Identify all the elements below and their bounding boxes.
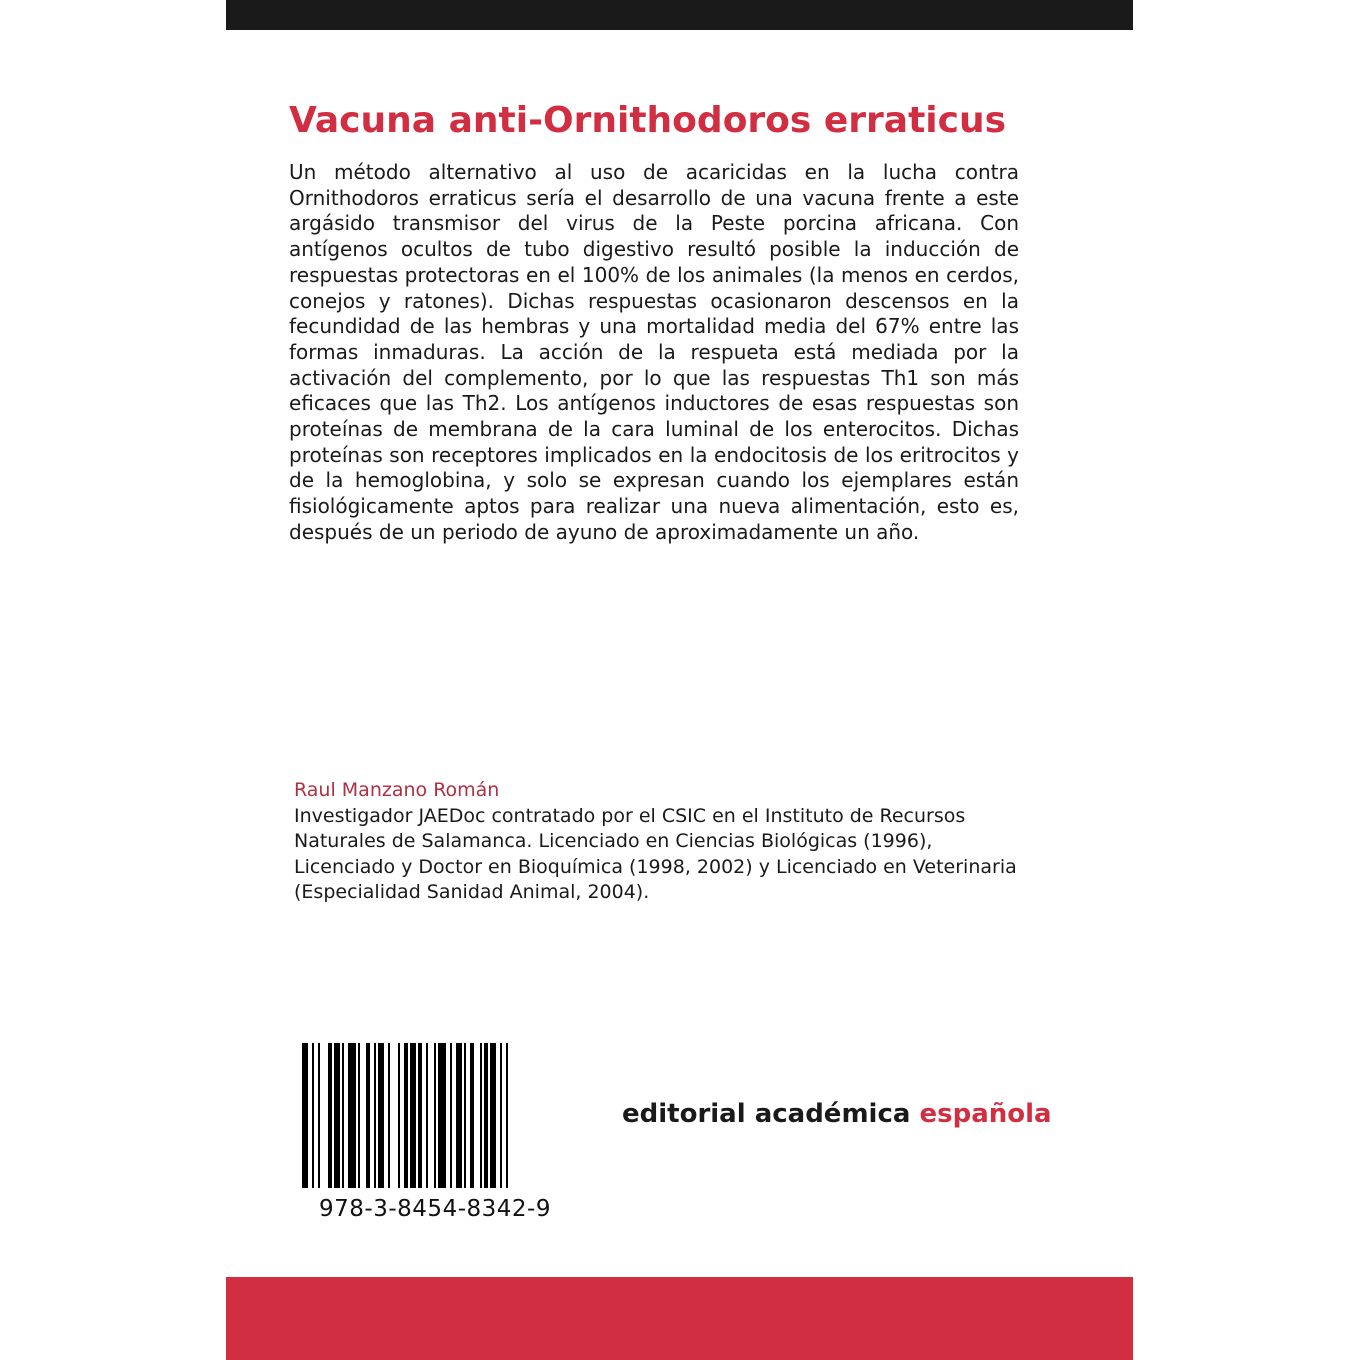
barcode-bar [426, 1043, 428, 1188]
isbn-barcode [300, 1043, 570, 1188]
author-bio: Investigador JAEDoc contratado por el CSIC en el Instituto de Recursos Naturales de Salamanca. Licenciado en Ciencias Biológicas (1996), Licenciado y Doctor en Bioquímica (1998, 2002) y Licenciado en Veterinaria (Especialidad Sanidad Animal, 2004). [294, 804, 1017, 903]
barcode-bar [378, 1043, 384, 1188]
barcode-bar [366, 1043, 370, 1188]
barcode-bar [398, 1043, 400, 1188]
barcode-bar [470, 1043, 474, 1188]
barcode-bar [302, 1043, 308, 1188]
barcode-bar [506, 1043, 508, 1188]
barcode-bar [388, 1043, 390, 1188]
book-abstract: Un método alternativo al uso de acaricidas en la lucha contra Ornithodoros erraticus sería el desarrollo de una vacuna frente a este argásido transmisor del virus de la Peste porcina africana. Con antígenos ocultos de tubo digestivo resultó posible la inducción de respuestas protectoras en el 100% de los animales (la menos en cerdos, conejos y ratones). Dichas respuestas ocasionaron descensos en la fecundidad de las hembras y una mortalidad media del 67% entre las formas inmaduras. La acción de la respueta está mediada por la activación del complemento, por lo que las respuestas Th1 son más eficaces que las Th2. Los antígenos inductores de esas respuestas son proteínas de membrana de la cara luminal de los enterocitos. Dichas proteínas son receptores implicados en la endocitosis de los eritrocitos y de la hemoglobina, y solo se expresan cuando los ejemplares están fisiológicamente aptos para realizar una nueva alimentación, esto es, después de un periodo de ayuno de aproximadamente un año. [289, 160, 1019, 544]
book-title: Vacuna anti-Ornithodoros erraticus [289, 100, 1007, 141]
book-back-cover [226, 0, 1133, 1360]
barcode-bar [418, 1043, 422, 1188]
isbn-number: 978-3-8454-8342-9 [319, 1196, 551, 1222]
barcode-bar [438, 1043, 446, 1188]
barcode-bar [318, 1043, 320, 1188]
bottom-red-band [226, 1277, 1133, 1360]
barcode-bar [500, 1043, 502, 1188]
author-block [294, 778, 1054, 906]
barcode-bar [490, 1043, 496, 1188]
author-name: Raul Manzano Román [294, 779, 500, 801]
barcode-bar [374, 1043, 376, 1188]
barcode-bar [456, 1043, 462, 1188]
publisher-logo [622, 1094, 1122, 1134]
barcode-bar [434, 1043, 436, 1188]
top-black-band [226, 0, 1133, 30]
publisher-name-accent: española [919, 1099, 1052, 1129]
barcode-bar [358, 1043, 360, 1188]
barcode-bar [480, 1043, 482, 1188]
barcode-bar [348, 1043, 356, 1188]
barcode-bar [410, 1043, 416, 1188]
barcode-bar [404, 1043, 408, 1188]
barcode-bar [342, 1043, 344, 1188]
publisher-name-main: editorial académica [622, 1099, 911, 1129]
barcode-bar [328, 1043, 332, 1188]
barcode-bar [312, 1043, 314, 1188]
barcode-bar [464, 1043, 466, 1188]
barcode-bar [450, 1043, 452, 1188]
barcode-bar [484, 1043, 488, 1188]
barcode-bar [334, 1043, 340, 1188]
